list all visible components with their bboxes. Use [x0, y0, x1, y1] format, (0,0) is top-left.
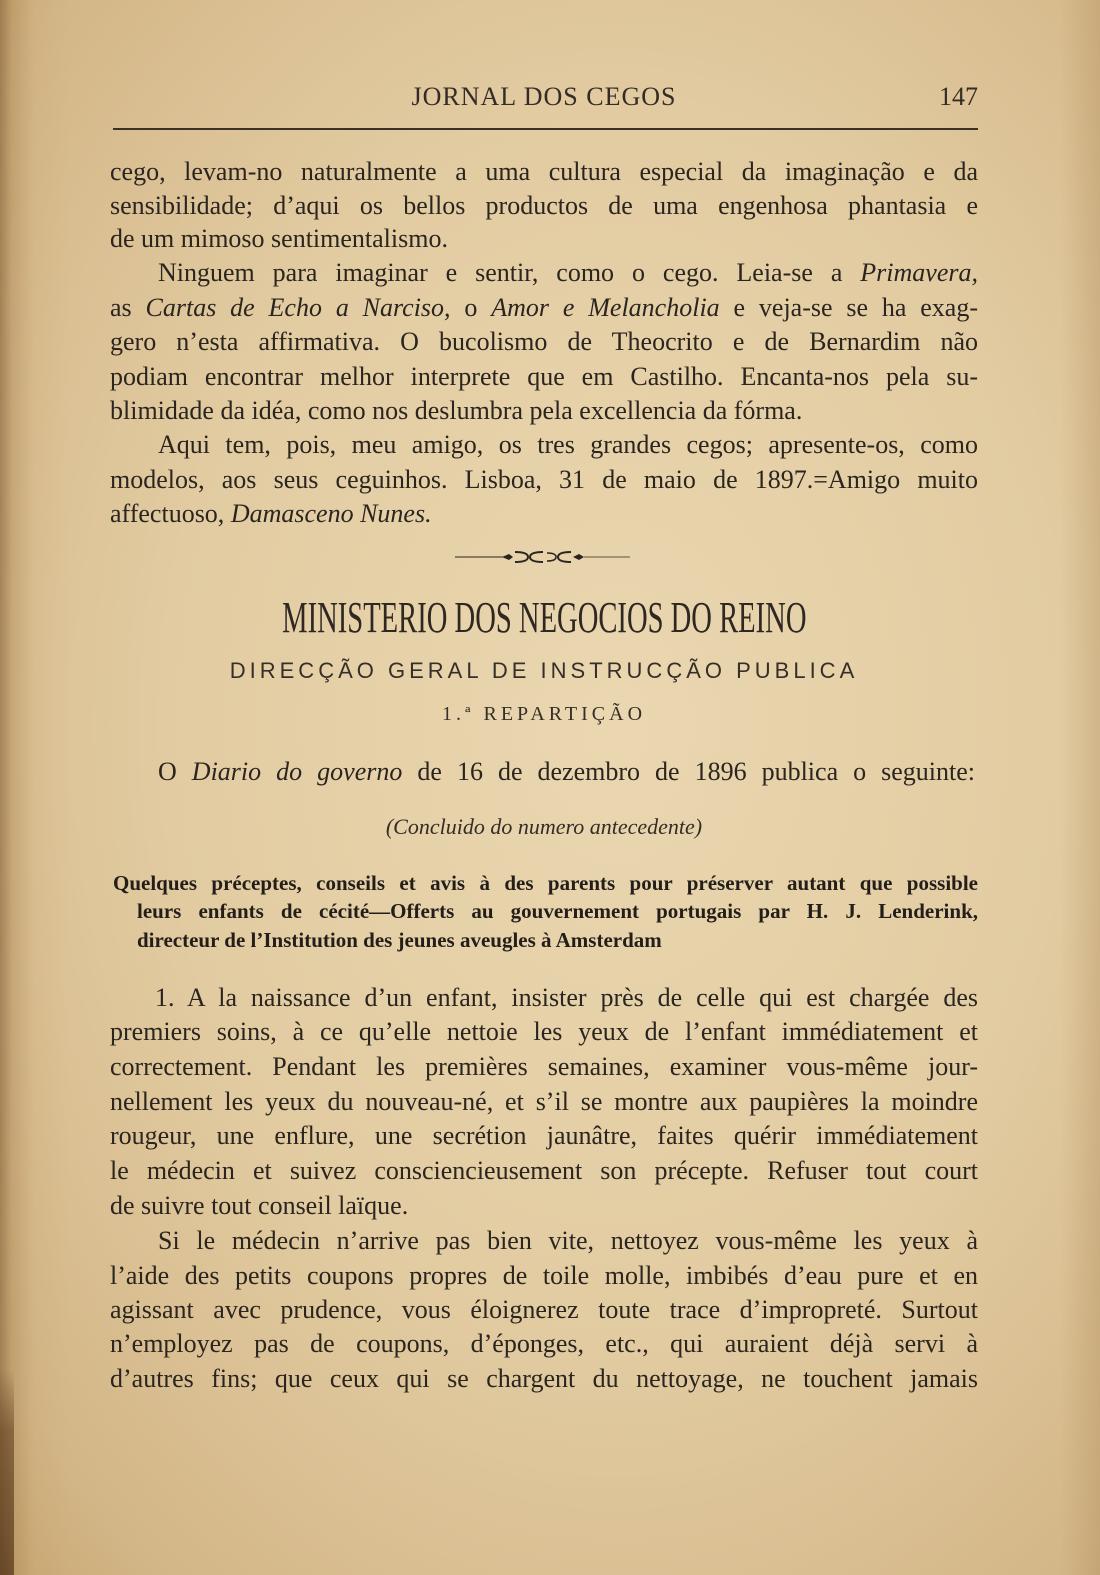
italic-publication-title: Diario do governo	[191, 757, 403, 786]
paragraph-line: d’autres fins; que ceux qui se chargent du nettoyage, ne touchent jamais	[110, 1364, 978, 1393]
paragraph-line	[110, 291, 978, 325]
italic-work-title: Cartas de Echo a Narciso,	[145, 293, 451, 322]
text-segment: O	[158, 757, 192, 786]
paragraph-line: rougeur, une enflure, une secrétion jaunâtre, faites quérir immédiatement	[110, 1121, 978, 1150]
department-label: 1.ª REPARTIÇÃO	[441, 703, 647, 725]
ministry-heading-text: MINISTERIO DOS NEGOCIOS DO REINO	[281, 593, 807, 642]
paragraph-line: gero n’esta affirmativa. O bucolismo de Theocrito e de Bernardim não	[110, 327, 978, 356]
page-edge-shadow-right	[1060, 0, 1100, 1575]
paragraph-line	[110, 497, 978, 531]
paragraph-line: de suivre tout conseil laïque.	[110, 1191, 409, 1220]
text-segment: de 16 de dezembro de 1896 publica o seguinte:	[402, 757, 975, 786]
paragraph-line: premiers soins, à ce qu’elle nettoie les yeux de l’enfant immédiatement et	[110, 1017, 978, 1046]
page-stain	[0, 1370, 14, 1575]
paragraph-line: modelos, aos seus ceguinhos. Lisboa, 31 de maio de 1897.=Amigo muito	[110, 465, 978, 494]
ornament-scroll	[547, 553, 556, 561]
paragraph-line	[158, 256, 978, 290]
text-segment: affectuoso,	[110, 499, 231, 528]
page-number: 147	[939, 82, 978, 111]
directorate-subheading: DIRECÇÃO GERAL DE INSTRUCÇÃO PUBLICA	[229, 658, 859, 683]
paragraph-line: podiam encontrar melhor interprete que em Castilho. Encanta-nos pela su-	[110, 362, 978, 391]
italic-signature: Damasceno Nunes.	[230, 499, 432, 528]
ornament-diamond-right	[573, 554, 584, 560]
document-title-line: directeur de l’Institution des jeunes aveugles à Amsterdam	[137, 928, 662, 952]
ornament-scroll	[558, 552, 571, 562]
ornament-separator	[455, 549, 635, 565]
paragraph-line: 1. A la naissance d’un enfant, insister près de celle qui est chargée des	[155, 983, 978, 1012]
ornament-scroll	[530, 552, 543, 562]
header-rule	[113, 128, 978, 130]
document-title-line: Quelques préceptes, conseils et avis à des parents pour préserver autant que possible	[113, 871, 978, 895]
paragraph-line: Aqui tem, pois, meu amigo, os tres grandes cegos; apresente-os, como	[158, 430, 978, 459]
paragraph-line: nellement les yeux du nouveau-né, et s’il se montre aux paupières la moindre	[110, 1087, 978, 1116]
document-title-line: leurs enfants de cécité—Offerts au gouvernement portugais par H. J. Lenderink,	[137, 899, 978, 923]
ornament-diamond-left	[502, 554, 513, 560]
paragraph-line: blimidade da idéa, como nos deslumbra pela excellencia da fórma.	[110, 396, 803, 425]
page-edge-shadow	[0, 0, 70, 1575]
paragraph-line: Si le médecin n’arrive pas bien vite, nettoyez vous-même les yeux à	[158, 1226, 978, 1255]
continuation-note: (Concluido do numero antecedente)	[385, 814, 703, 839]
ornament-scroll	[515, 552, 528, 562]
paragraph-line: le médecin et suivez consciencieusement son précepte. Refuser tout court	[110, 1156, 978, 1185]
paragraph-line: agissant avec prudence, vous éloignerez toute trace d’impropreté. Surtout	[110, 1295, 978, 1324]
text-segment: e veja-se se ha exag-	[719, 293, 978, 322]
text-segment: Ninguem para imaginar e sentir, como o cego. Leia-se a	[158, 258, 861, 287]
paragraph-line: correctement. Pendant les premières semaines, examiner vous-même jour-	[110, 1052, 978, 1081]
paragraph-line: de um mimoso sentimentalismo.	[110, 224, 448, 253]
italic-work-title: Amor e Melancholia	[491, 293, 720, 322]
running-title: JORNAL DOS CEGOS	[411, 82, 677, 111]
paragraph-line: n’employez pas de coupons, d’éponges, etc., qui auraient déjà servi à	[110, 1329, 978, 1358]
text-segment: o	[450, 293, 492, 322]
paragraph-line: cego, levam-no naturalmente a uma cultura especial da imaginação e da	[110, 157, 978, 186]
paragraph-line: sensibilidade; d’aqui os bellos productos de uma engenhosa phantasia e	[110, 191, 978, 220]
text-segment: as	[110, 293, 146, 322]
intro-line	[158, 755, 975, 789]
ministry-heading	[110, 593, 978, 642]
italic-work-title: Primavera,	[860, 258, 978, 287]
paragraph-line: l’aide des petits coupons propres de toile molle, imbibés d’eau pure et en	[110, 1261, 978, 1290]
